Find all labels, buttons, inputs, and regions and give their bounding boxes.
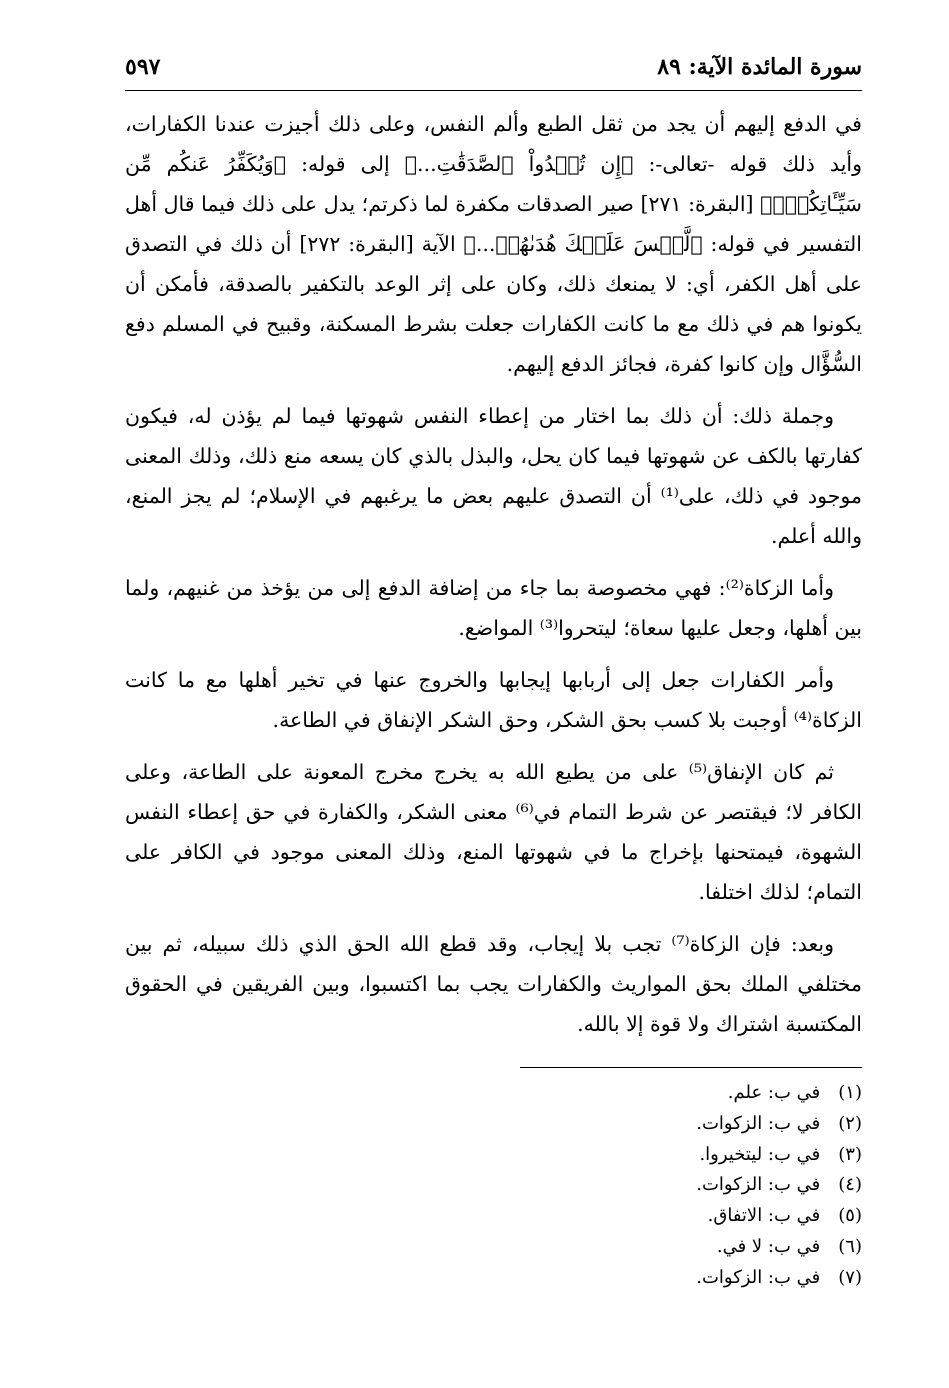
footnote-text: في ب: الزكوات. <box>696 1266 821 1288</box>
footnote-divider <box>520 1067 862 1068</box>
footnote <box>482 1170 862 1201</box>
paragraph: وأمر الكفارات جعل إلى أربابها إيجابها والخروج عنها في تخير أهلها مع ما كانت الزكاة⁽⁴⁾ أوجبت بلا كسب بحق الشكر، وحق الشكر الإنفاق في الطاعة. <box>125 668 862 732</box>
paragraph: وبعد: فإن الزكاة⁽⁷⁾ تجب بلا إيجاب، وقد قطع الله الحق الذي ذلك سبيله، ثم بين مختلفي الملك بحق المواريث والكفارات يجب بما اكتسبوا، وبين الفريقين في الحقوق المكتسبة اشتراك ولا قوة إلا بالله. <box>125 932 862 1036</box>
footnote <box>482 1140 862 1171</box>
footnote-number: (٥) <box>838 1205 862 1227</box>
footnote-text: في ب: الزكوات. <box>696 1112 821 1134</box>
footnote-text: في ب: الاتفاق. <box>707 1205 821 1227</box>
footnote-number: (٣) <box>838 1143 862 1165</box>
footnote-text: في ب: لا في. <box>716 1235 821 1257</box>
main-text <box>125 104 862 1056</box>
footnote <box>482 1232 862 1263</box>
footnote-number: (٤) <box>838 1174 862 1196</box>
footnote-text: في ب: علم. <box>727 1082 821 1103</box>
footnote-number: (١) <box>838 1082 862 1103</box>
surah-title: سورة المائدة الآية: ٨٩ <box>657 54 862 80</box>
footnote <box>482 1201 862 1232</box>
page-header <box>125 48 862 88</box>
footnote-text: في ب: الزكوات. <box>696 1174 821 1196</box>
page-number: ٥٩٧ <box>125 54 161 80</box>
footnote <box>482 1263 862 1294</box>
header-divider <box>125 90 862 91</box>
footnote <box>482 1109 862 1140</box>
footnote-text: في ب: ليتخيروا. <box>699 1143 821 1165</box>
footnote-number: (٢) <box>838 1112 862 1134</box>
paragraph: وأما الزكاة⁽²⁾: فهي مخصوصة بما جاء من إضافة الدفع إلى من يؤخذ من غنيهم، ولما بين أهلها، وجعل عليها سعاة؛ ليتحروا⁽³⁾ المواضع. <box>125 576 862 640</box>
footnotes <box>482 1078 862 1294</box>
paragraph: ثم كان الإنفاق⁽⁵⁾ على من يطيع الله به يخرج مخرج المعونة على الطاعة، وعلى الكافر لا؛ فيقتصر عن شرط التمام في⁽⁶⁾ معنى الشكر، والكفارة في حق إعطاء النفس الشهوة، فيمتحنها بإخراج ما في شهوتها المنع، وذلك المعنى موجود في الكافر على التمام؛ لذلك اختلفا. <box>125 760 862 904</box>
footnote <box>482 1078 862 1109</box>
paragraph: في الدفع إليهم أن يجد من ثقل الطبع وألم النفس، وعلى ذلك أجيزت عندنا الكفارات، وأيد ذلك قوله -تعالى-: ﴿إِن تُبۡدُواْ ٱلصَّدَقَٰتِ...﴾ إلى قوله: ﴿وَيُكَفِّرُ عَنكُم مِّن سَيِّـَٔاتِكُمۡۗ﴾ [البقرة: ٢٧١] صير الصدقات مكفرة لما ذكرتم؛ يدل على ذلك فيما قال أهل التفسير في قوله: ﴿لَّيۡسَ عَلَيۡكَ هُدَىٰهُمۡ...﴾ الآية [البقرة: ٢٧٢] أن ذلك في التصدق على أهل الكفر، أي: لا يمنعك ذلك، وكان على إثر الوعد بالتكفير بالصدقة، فأمكن أن يكونوا هم في ذلك مع ما كانت الكفارات جعلت بشرط المسكنة، وقبيح في المسلم دفع السُّؤَّال وإن كانوا كفرة، فجائز الدفع إليهم. <box>125 112 862 376</box>
paragraph: وجملة ذلك: أن ذلك بما اختار من إعطاء النفس شهوتها فيما لم يؤذن له، فيكون كفارتها بالكف عن شهوتها فيما كان يحل، والبذل بالذي كان يسعه منع ذلك، وذلك المعنى موجود في ذلك، على⁽¹⁾ أن التصدق عليهم بعض ما يرغبهم في الإسلام؛ لم يجز المنع، والله أعلم. <box>125 404 862 548</box>
footnote-number: (٦) <box>838 1235 862 1257</box>
footnote-number: (٧) <box>838 1266 862 1288</box>
